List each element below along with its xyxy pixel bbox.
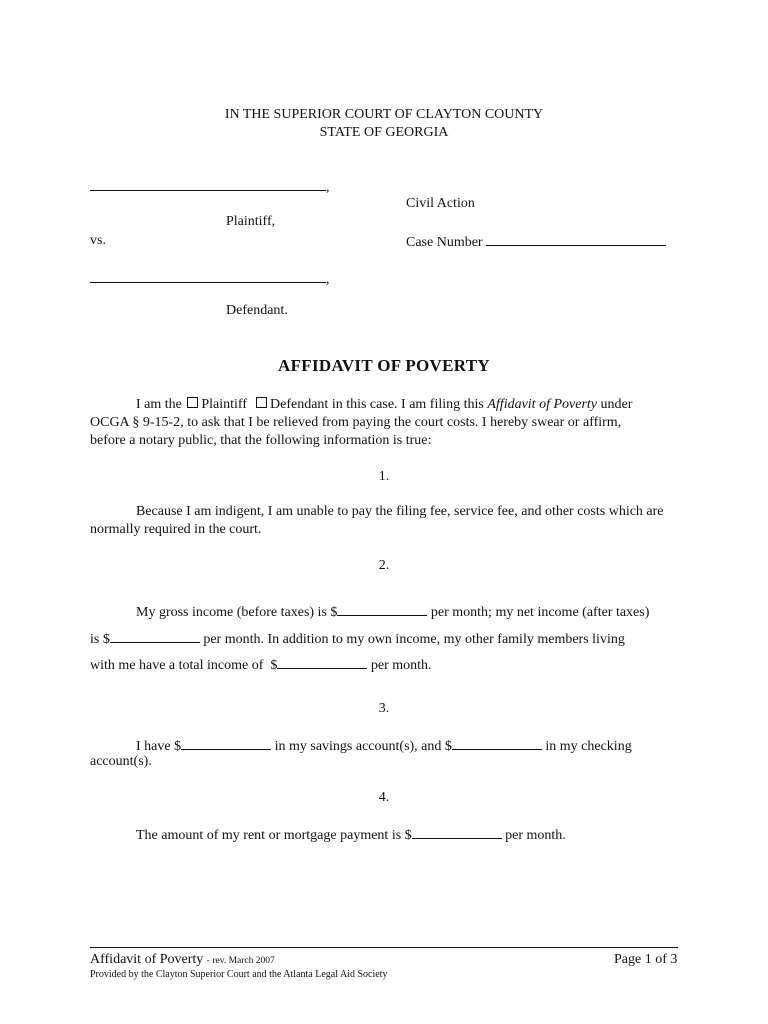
family-income-field[interactable] [277, 654, 367, 669]
intro-line-2: OCGA § 9-15-2, to ask that I be relieved from paying the court costs. I hereby swear or affirm, [90, 415, 622, 430]
section-3-line-1 [136, 735, 632, 756]
plaintiff-name-field[interactable] [90, 176, 330, 197]
case-number-field[interactable] [486, 231, 666, 246]
footer-rule [90, 947, 678, 948]
plaintiff-label: Plaintiff, [226, 214, 276, 229]
text: is [90, 632, 100, 647]
plaintiff-checkbox[interactable] [187, 397, 198, 408]
text: The amount of my rent or mortgage payment is [136, 828, 402, 843]
section-2-line-1 [136, 601, 649, 622]
section-2-line-3 [90, 654, 432, 675]
dollar-sign: $ [102, 632, 110, 647]
text: I have [136, 739, 171, 754]
dollar-sign: $ [444, 739, 452, 754]
case-number-row [406, 231, 666, 252]
footer-provided-by: Provided by the Clayton Superior Court and the Atlanta Legal Aid Society [90, 969, 388, 980]
dollar-sign: $ [404, 828, 412, 843]
plaintiff-option-label: Plaintiff [201, 397, 248, 412]
footer-title: Affidavit of Poverty [90, 952, 204, 967]
text: with me have a total income of [90, 658, 264, 673]
section-2-line-2 [90, 628, 625, 649]
page-number: Page 1 of 3 [614, 952, 678, 967]
civil-action-label: Civil Action [406, 196, 475, 211]
savings-field[interactable] [181, 735, 271, 750]
defendant-name-field[interactable] [90, 268, 330, 289]
text: in my checking [545, 739, 632, 754]
text: per month. [505, 828, 566, 843]
text: per month. [370, 658, 432, 673]
dollar-sign: $ [330, 605, 338, 620]
court-heading: IN THE SUPERIOR COURT OF CLAYTON COUNTY [224, 107, 544, 122]
section-1-text: Because I am indigent, I am unable to pay the filing fee, service fee, and other costs which are normally required in the court. [90, 504, 664, 537]
section-4-line-1 [136, 824, 566, 845]
vs-label: vs. [90, 233, 106, 248]
gross-income-field[interactable] [337, 601, 427, 616]
text: in my savings account(s), and [274, 739, 442, 754]
intro-line-3: before a notary public, that the following information is true: [90, 433, 432, 448]
comma: , [326, 180, 330, 195]
defendant-checkbox[interactable] [256, 397, 267, 408]
text: My gross income (before taxes) is [136, 605, 327, 620]
dollar-sign: $ [174, 739, 182, 754]
dollar-sign: $ [270, 658, 278, 673]
section-number-4: 4. [378, 790, 390, 805]
text: per month; my net income (after taxes) [430, 605, 650, 620]
document-title: AFFIDAVIT OF POVERTY [278, 356, 490, 375]
section-number-1: 1. [378, 469, 390, 484]
intro-text: Defendant in this case. I am filing this [270, 397, 484, 412]
intro-line-1 [136, 396, 632, 414]
net-income-field[interactable] [110, 628, 200, 643]
intro-text: I am the [136, 397, 182, 412]
footer-revision: - rev. March 2007 [206, 956, 275, 966]
checking-field[interactable] [452, 735, 542, 750]
section-number-2: 2. [378, 558, 390, 573]
section-3-line-2: account(s). [90, 754, 152, 769]
state-heading: STATE OF GEORGIA [319, 125, 449, 140]
text: per month. In addition to my own income, my other family members living [203, 632, 625, 647]
case-number-label: Case Number [406, 235, 483, 250]
intro-text: under [600, 397, 633, 412]
rent-field[interactable] [412, 824, 502, 839]
affidavit-italic: Affidavit of Poverty [487, 397, 597, 412]
section-number-3: 3. [378, 701, 390, 716]
defendant-label: Defendant. [226, 303, 288, 318]
comma: , [326, 272, 330, 287]
